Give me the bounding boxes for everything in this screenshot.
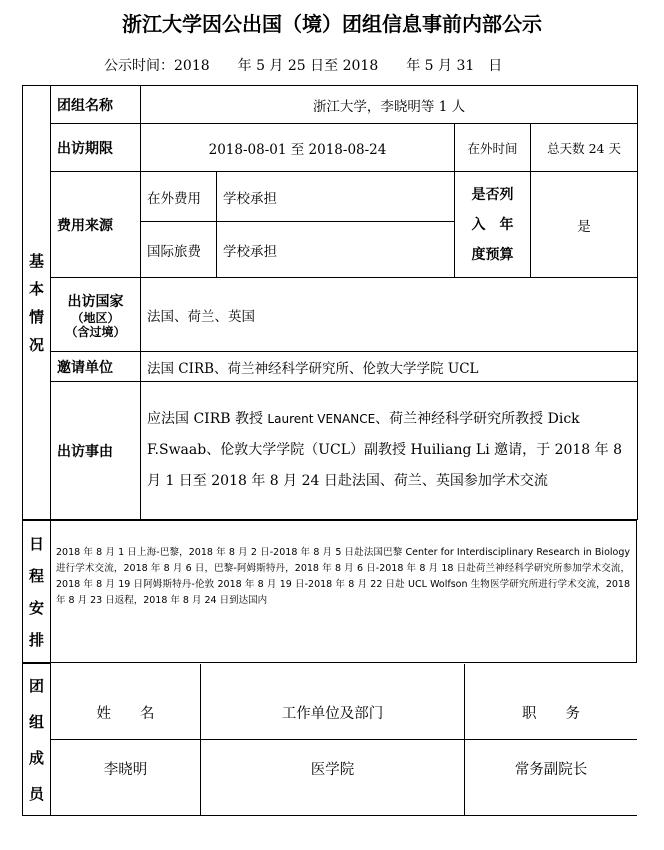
section-members-label: 团 组 成 员 [23,664,51,816]
reason-value: 应法国 CIRB 教授 Laurent VENANCE、荷兰神经科学研究所教授 Dick F.Swaab、伦敦大学学院（UCL）副教授 Huiliang Li 邀请，于 2018 年 8 月 1 日至 2018 年 8 月 24 日赴法国、荷兰、英国参加学术交流 [141,382,638,520]
reason-label: 出访事由 [51,382,141,520]
member-name: 李晓明 [103,762,148,778]
document-title: 浙江大学因公出国（境）团组信息事前内部公示 [122,12,542,36]
period-label: 出访期限 [51,124,141,172]
section-schedule-label: 日 程 安 排 [23,521,51,663]
budget-value: 是 [531,172,638,278]
member-header-unit: 工作单位及部门 [201,664,465,740]
total-days: 总天数 24 天 [531,124,638,172]
member-unit: 医学院 [201,740,465,816]
funding-label: 费用来源 [51,172,141,278]
schedule-text: 2018 年 8 月 1 日上海-巴黎，2018 年 8 月 2 日-2018 年 8 月 5 日赴法国巴黎 Center for Interdisciplinary Research in Biology 进行学术交流，2018 年 8 月 6 日，巴黎-阿姆斯特丹，2018 年 8 月 6 日-2018 年 8 月 18 日赴荷兰神经科学研究所参加学术交流，2018 年 8 月 19 日阿姆斯特丹-伦敦 2018 年 8 月 19 日-2018 年 8 月 22 日赴 UCL Wolfson 生物医学研究所进行学术交流，2018 年 8 月 23 日返程，2018 年 8 月 24 日到达国内 [51,521,637,663]
inviter-label: 邀请单位 [51,352,141,382]
time-abroad-label: 在外时间 [455,124,531,172]
countries-value: 法国、荷兰、英国 [141,278,638,352]
member-header-name: 姓 名 [51,664,201,740]
schedule-table [22,520,637,663]
abroad-cost-label: 在外费用 [141,172,217,222]
budget-label: 是否列 入 年 度预算 [455,172,531,278]
group-name-value: 浙江大学，李晓明等 1 人 [141,86,638,124]
group-name-label: 团组名称 [51,86,141,124]
members-table [22,663,637,816]
member-position: 常务副院长 [465,740,638,816]
travel-cost-value: 学校承担 [217,222,455,278]
inviters-value: 法国 CIRB、荷兰神经科学研究所、伦敦大学学院 UCL [141,352,638,382]
announce-period: 公示时间：2018 年 5 月 25 日至 2018 年 5 月 31 日 [104,58,503,74]
section-basic-label: 基 本 情 况 [23,86,51,520]
table-bottom-rule [22,815,637,816]
period-value: 2018-08-01 至 2018-08-24 [141,124,455,172]
member-header-position: 职 务 [465,664,638,740]
travel-cost-label: 国际旅费 [141,222,217,278]
abroad-cost-value: 学校承担 [217,172,455,222]
basic-info-table [22,85,638,520]
country-label: 出访国家 （地区） （含过境） [51,278,141,352]
